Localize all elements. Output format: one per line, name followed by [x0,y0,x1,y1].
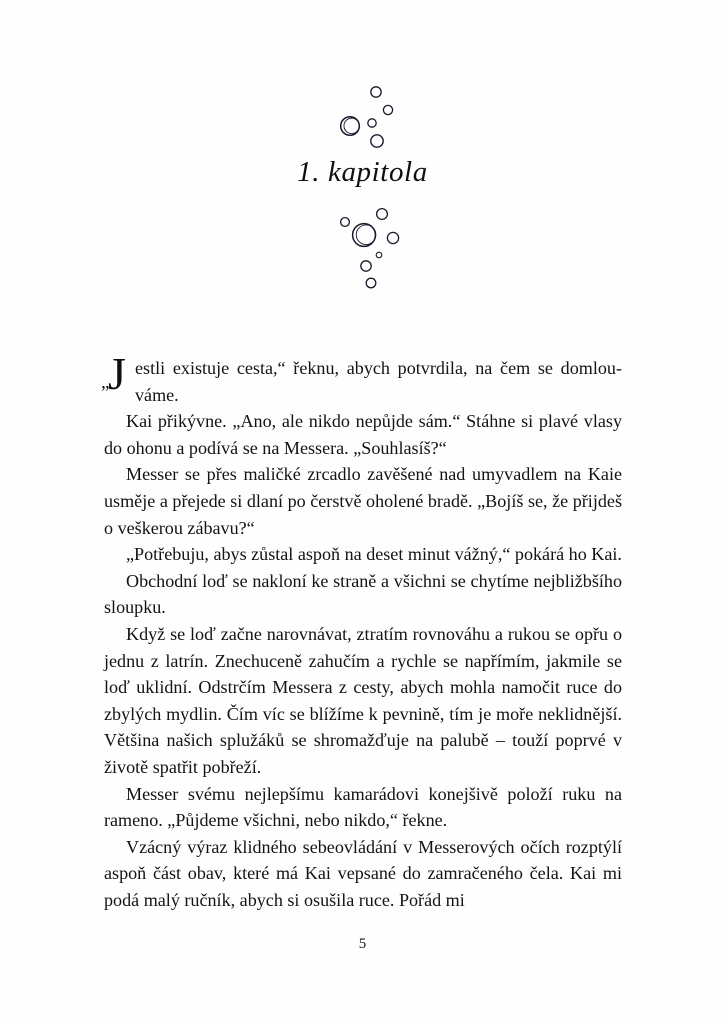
bubble-circle [371,87,381,97]
chapter-title: 1. kapitola [297,156,428,188]
drop-cap-letter: J [108,348,126,399]
bubble-circle [376,252,382,258]
paragraph-8: Vzácný výraz klidného sebeovládání v Messerových očích rozptýlí aspoň část obav, které má Kai vepsané do zamračeného čela. Kai mi podá malý ručník, abych si osušila ruce. Pořád mi [104,836,622,910]
paragraph-text: estli existuje cesta,“ řeknu, abych potvrdila, na čem se domlouváme. [135,358,622,405]
paragraph-6: Když se loď začne narovnávat, ztratím rovnováhu a rukou se opřu o jednu z latrín. Znechuceně zahučím a rychle se napřímím, jakmile se loď uklidní. Odstrčím Messera z cesty, abych mohla namočit ruce do zbylých mydlin. Čím víc se blížíme k pevnině, tím je moře neklidnější. Většina našich splužáků se shromažďuje na palubě – touží poprvé v životě spatřit pobřeží. [104,623,622,777]
drop-cap-group [101,348,134,400]
paragraph-5: Obchodní loď se nakloní ke straně a všichni se chytíme nejbližbšího sloupku. [104,570,622,618]
bubble-circle [368,119,376,127]
bubble-circle [371,135,383,147]
page-number: 5 [358,936,367,952]
paragraph-1 [101,348,622,408]
bubble-circle [366,278,376,288]
bubble-circle [383,105,392,114]
body-text [101,348,622,913]
bubble-circle [377,209,388,220]
paragraph-7: Messer svému nejlepšímu kamarádovi konejšivě položí ruku na rameno. „Půjdeme všichni, nebo nikdo,“ řekne. [104,783,622,831]
bubble-highlight [344,118,359,133]
bubble-circle [341,117,360,136]
bubble-circle [353,224,376,247]
paragraph-2: Kai přikývne. „Ano, ale nikdo nepůjde sám.“ Stáhne si plavé vlasy do ohonu a podívá se na Messera. „Souhlasíš?“ [104,411,622,458]
bubble-circle [361,261,371,271]
bubble-highlight [356,225,376,245]
bubble-circle [387,232,398,243]
opening-quote-mark: „ [101,372,110,393]
paragraph-4: „Potřebuju, abys zůstal aspoň na deset minut vážný,“ pokárá ho Kai. [126,544,622,565]
paragraph-3: Messer se přes maličké zrcadlo zavěšené nad umyvadlem na Kaie usměje a přejede si dlaní po čerstvě oholené bradě. „Bojíš se, že přijdeš o veškerou zábavu?“ [104,464,622,538]
bubble-circle [341,218,350,227]
chapter-opener [0,70,725,300]
